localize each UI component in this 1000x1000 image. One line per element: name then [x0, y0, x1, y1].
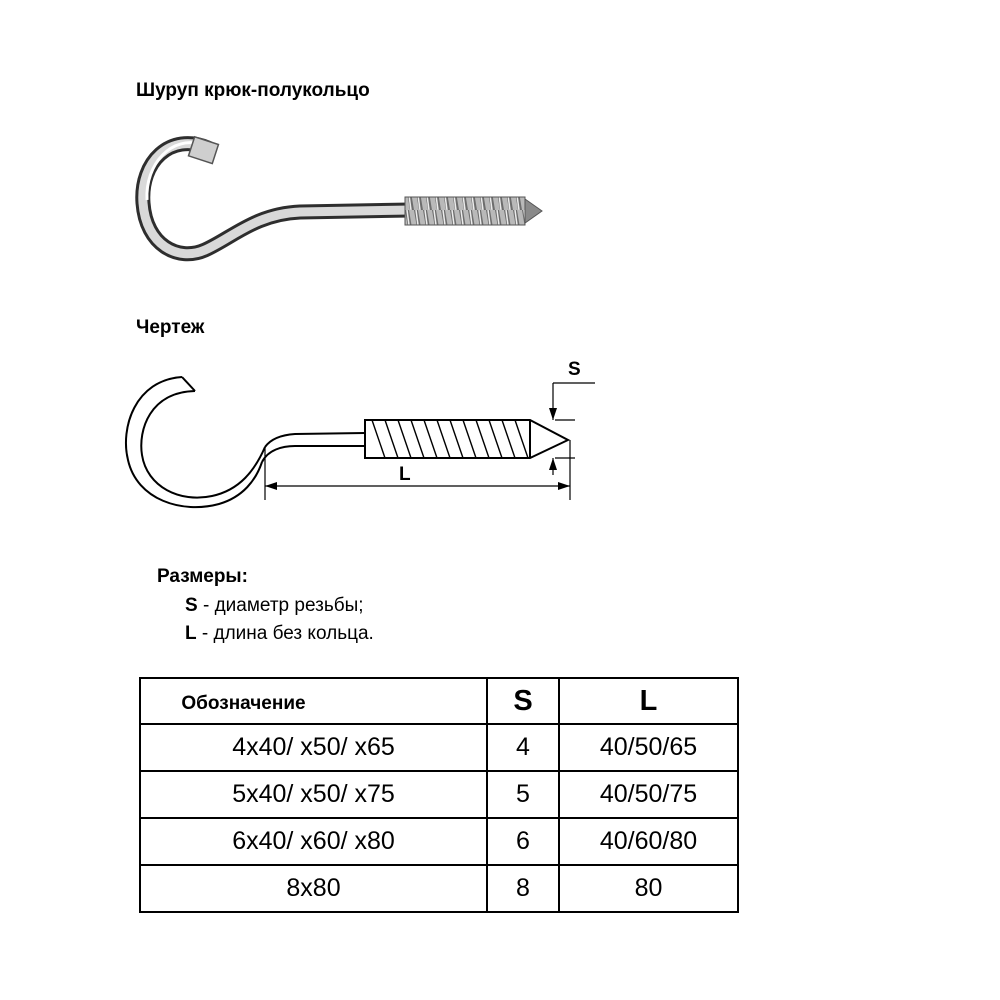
label-l: L [399, 464, 411, 485]
header-cell-s: S [487, 678, 559, 724]
cell-designation: 5x40/ x50/ x75 [140, 771, 487, 818]
table-row [140, 865, 738, 912]
table-row [140, 724, 738, 771]
spec-table [139, 677, 739, 913]
label-s: S [568, 359, 581, 380]
dimension-s-line [185, 595, 364, 617]
dimension-s-text: - диаметр резьбы; [197, 595, 364, 616]
header-cell-l: L [559, 678, 738, 724]
table-header-row [140, 678, 738, 724]
cell-designation: 8x80 [140, 865, 487, 912]
cell-designation: 4x40/ x50/ x65 [140, 724, 487, 771]
cell-l: 40/60/80 [559, 818, 738, 865]
table-row [140, 818, 738, 865]
cell-l: 40/50/75 [559, 771, 738, 818]
cell-s: 6 [487, 818, 559, 865]
table-row [140, 771, 738, 818]
product-title: Шуруп крюк-полукольцо [136, 80, 370, 101]
cell-s: 8 [487, 865, 559, 912]
cell-l: 40/50/65 [559, 724, 738, 771]
dimension-l-line [185, 623, 374, 645]
drawing-title: Чертеж [136, 317, 205, 338]
dimension-l-text: - длина без кольца. [196, 623, 374, 644]
dimension-s-key: S [185, 595, 198, 616]
header-cell-designation: Обозначение [140, 678, 487, 724]
cell-l: 80 [559, 865, 738, 912]
cell-s: 5 [487, 771, 559, 818]
cell-s: 4 [487, 724, 559, 771]
dimensions-heading: Размеры: [157, 566, 248, 587]
cell-designation: 6x40/ x60/ x80 [140, 818, 487, 865]
dimension-l-key: L [185, 623, 197, 644]
